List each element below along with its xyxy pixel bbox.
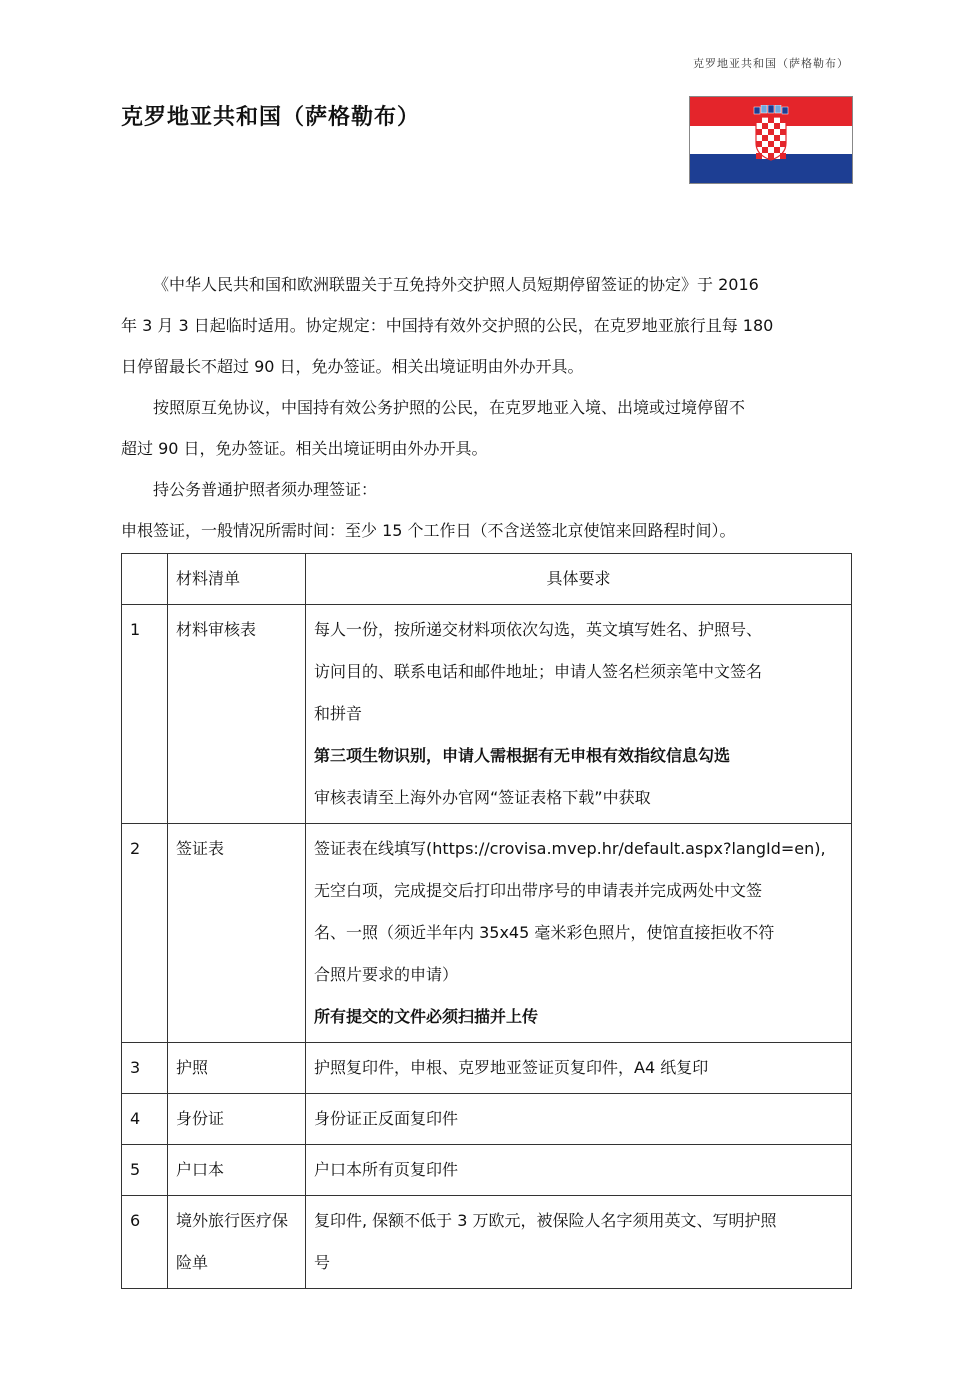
running-header: 克罗地亚共和国（萨格勒布） [693,57,849,70]
coat-of-arms-icon [752,105,790,161]
paragraph-line: 超过 90 日，免办签证。相关出境证明由外办开具。 [121,439,488,458]
requirement-note-bold: 第三项生物识别，申请人需根据有无申根有效指纹信息勾选 [314,746,731,765]
requirement-line: 号 [314,1253,331,1272]
paragraph-schengen: 申根签证，一般情况所需时间：至少 15 个工作日（不含送签北京使馆来回路程时间）。 [121,521,736,540]
row-item: 身份证 [168,1094,306,1145]
row-item: 护照 [168,1043,306,1094]
requirement-line: 护照复印件，申根、克罗地亚签证页复印件，A4 纸复印 [314,1058,709,1077]
row-item: 签证表 [168,824,306,1043]
row-number: 2 [122,824,168,1043]
requirement-line: 合照片要求的申请） [314,965,459,984]
checkerboard-shield [756,117,786,159]
row-requirements [306,605,852,824]
row-requirements [306,1145,852,1196]
requirement-line: 户口本所有页复印件 [314,1160,459,1179]
requirement-note-bold: 所有提交的文件必须扫描并上传 [314,1007,539,1026]
paragraph-line: 《中华人民共和国和欧洲联盟关于互免持外交护照人员短期停留签证的协定》于 2016 [153,275,759,294]
row-number: 3 [122,1043,168,1094]
row-item: 材料审核表 [168,605,306,824]
table-row [122,1196,852,1289]
requirements-table [121,553,852,1289]
row-number: 1 [122,605,168,824]
row-requirements [306,1196,852,1289]
paragraph-line: 按照原互免协议，中国持有效公务护照的公民，在克罗地亚入境、出境或过境停留不 [153,398,746,417]
header-cell-requirements: 具体要求 [306,554,852,605]
row-number: 5 [122,1145,168,1196]
paragraph-line: 年 3 月 3 日起临时适用。协定规定：中国持有效外交护照的公民，在克罗地亚旅行且每 180 [121,316,774,335]
table-row [122,824,852,1043]
croatia-flag-icon [689,96,853,184]
requirement-line: 签证表在线填写(https://crovisa.mvep.hr/default.aspx?langId=en), [314,839,826,858]
requirement-line: 复印件, 保额不低于 3 万欧元，被保险人名字须用英文、写明护照 [314,1211,777,1230]
requirement-line: 访问目的、联系电话和邮件地址；申请人签名栏须亲笔中文签名 [314,662,763,681]
header-cell-item: 材料清单 [168,554,306,605]
paragraph-line: 日停留最长不超过 90 日，免办签证。相关出境证明由外办开具。 [121,357,584,376]
requirement-line: 无空白项，完成提交后打印出带序号的申请表并完成两处中文签 [314,881,763,900]
table-row [122,605,852,824]
table-header-row [122,554,852,605]
row-requirements [306,1043,852,1094]
row-item: 户口本 [168,1145,306,1196]
row-number: 6 [122,1196,168,1289]
row-requirements [306,824,852,1043]
paragraph-service [121,387,852,469]
requirement-line: 审核表请至上海外办官网“签证表格下载”中获取 [314,788,651,807]
paragraph-visa-required: 持公务普通护照者须办理签证： [153,480,378,499]
header-cell-num [122,554,168,605]
page-title: 克罗地亚共和国（萨格勒布） [121,105,421,130]
requirement-line: 每人一份，按所递交材料项依次勾选，英文填写姓名、护照号、 [314,620,763,639]
paragraph-diplomatic [121,264,852,387]
requirement-line: 和拼音 [314,704,363,723]
row-item: 境外旅行医疗保险单 [168,1196,306,1289]
table-row [122,1145,852,1196]
row-number: 4 [122,1094,168,1145]
table-row [122,1043,852,1094]
requirement-line: 名、一照（须近半年内 35x45 毫米彩色照片，使馆直接拒收不符 [314,923,775,942]
table-row [122,1094,852,1145]
requirement-line: 身份证正反面复印件 [314,1109,459,1128]
row-requirements [306,1094,852,1145]
body-text [121,264,852,551]
